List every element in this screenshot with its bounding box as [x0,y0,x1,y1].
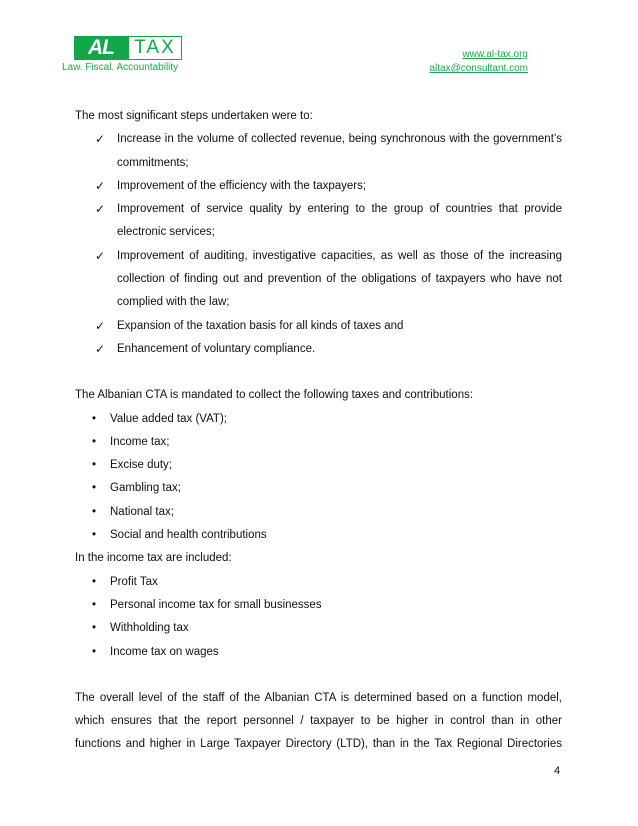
mandate-paragraph: The Albanian CTA is mandated to collect the following taxes and contributions: [75,389,474,402]
bullet-icon: • [92,575,97,588]
checkmark-icon: ✓ [95,178,106,193]
list-item: ✓ Improvement of service quality by entering to the group of countries that provide electronic services; [75,198,562,245]
steps-intro: The most significant steps undertaken were to: [75,110,313,122]
steps-list [75,128,562,361]
document-body [75,105,562,757]
website-link[interactable]: www.al-tax.org [462,49,528,60]
checkmark-icon: ✓ [95,248,106,263]
bullet-icon: • [92,529,97,542]
closing-line: functions and higher in Large Taxpayer Directory (LTD), than in the Tax Regional Directories [75,738,562,751]
bullet-icon: • [92,435,97,448]
closing-line: The overall level of the staff of the Albanian CTA is determined based on a function model, [75,691,562,704]
list-item: • Income tax; [75,431,562,454]
page-number: 4 [554,765,561,777]
email-link[interactable]: altax@consultant.com [429,63,528,74]
list-item: ✓ Enhancement of voluntary compliance. [75,338,562,361]
closing-line: which ensures that the report personnel / taxpayer to be higher in control than in other [75,715,562,728]
list-item: ✓ Increase in the volume of collected revenue, being synchronous with the government’s commitments; [75,128,562,175]
checkmark-icon: ✓ [95,132,106,147]
logo-al: AL [74,36,128,60]
tagline: Law. Fiscal. Accountability [62,62,179,73]
list-item: • Personal income tax for small businesses [75,594,562,617]
list-item: • Income tax on wages [75,641,562,664]
bullet-icon: • [92,645,97,658]
bullet-icon: • [92,505,97,518]
checkmark-icon: ✓ [95,341,106,356]
income-list [75,571,562,664]
list-item: ✓ Improvement of the efficiency with the taxpayers; [75,175,562,198]
bullet-icon: • [92,459,97,472]
taxes-list [75,408,562,548]
logo-tax: TAX [128,36,182,60]
altax-logo [74,36,182,60]
list-item: • Gambling tax; [75,477,562,500]
bullet-icon: • [92,598,97,611]
list-item: • Profit Tax [75,571,562,594]
list-item: • Value added tax (VAT); [75,408,562,431]
list-item: • Withholding tax [75,617,562,640]
bullet-icon: • [92,622,97,635]
checkmark-icon: ✓ [95,318,106,333]
bullet-icon: • [92,482,97,495]
list-item: • Excise duty; [75,454,562,477]
list-item: • National tax; [75,501,562,524]
checkmark-icon: ✓ [95,202,106,217]
list-item: ✓ Expansion of the taxation basis for all kinds of taxes and [75,315,562,338]
list-item: • Social and health contributions [75,524,562,547]
bullet-icon: • [92,412,97,425]
list-item: ✓ Improvement of auditing, investigative capacities, as well as those of the increasing collection of finding out and prevention of the obligations of taxpayers who have not complied with the law; [75,245,562,315]
income-intro: In the income tax are included: [75,552,232,565]
